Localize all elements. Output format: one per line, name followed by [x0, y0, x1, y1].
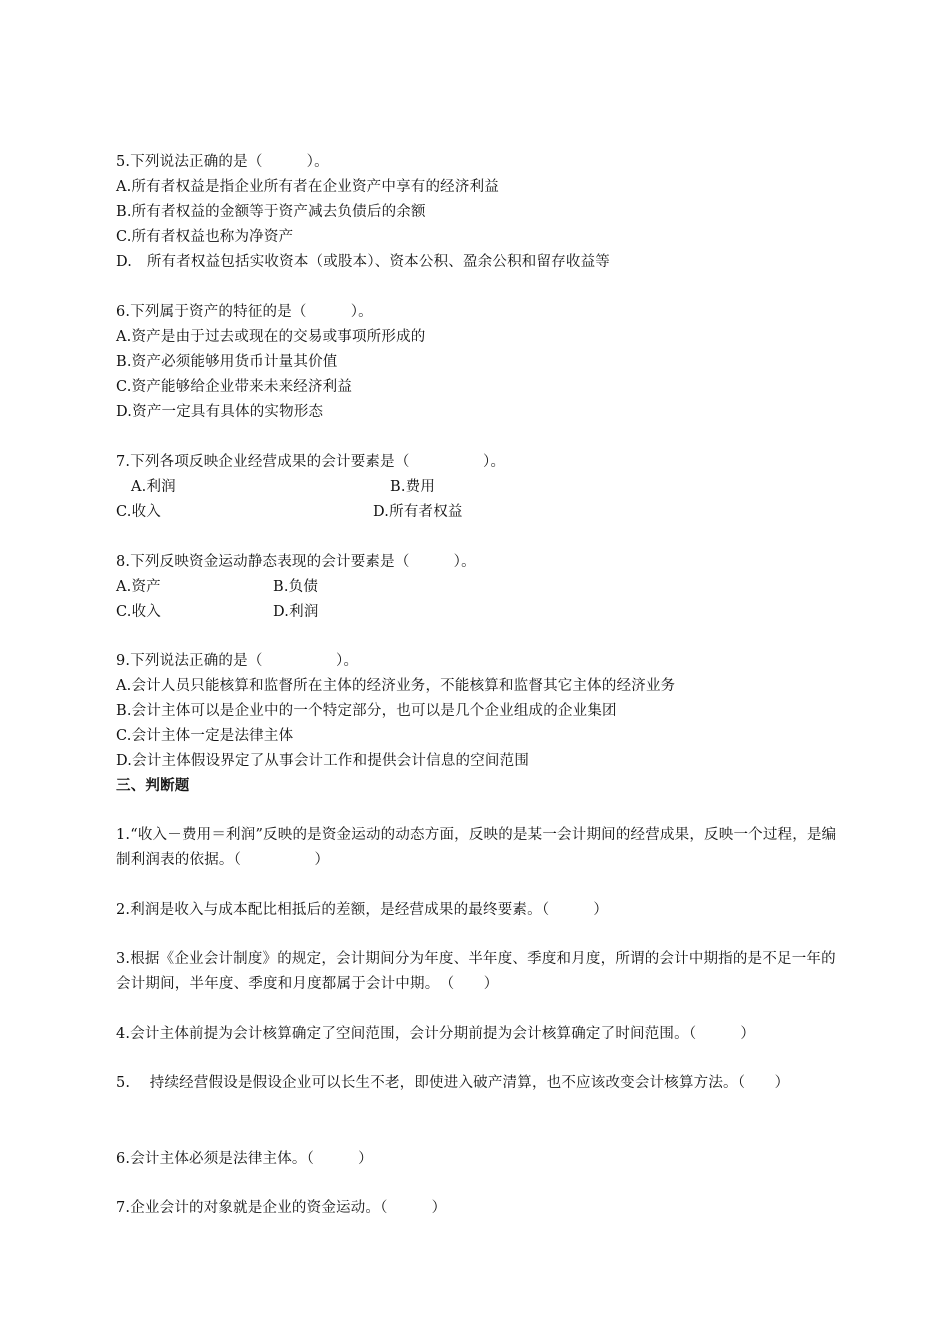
- mc-7-option-a: A.利润: [131, 479, 176, 495]
- mc-6-option-c: C.资产能够给企业带来未来经济利益: [116, 379, 353, 395]
- mc-8-option-b: B.负债: [273, 579, 319, 595]
- tf-item-1: 1.“收入－费用＝利润”反映的是资金运动的动态方面，反映的是某一会计期间的经营成果，反映一个过程，是编制利润表的依据。（ ）: [116, 827, 837, 868]
- mc-7-option-b: B.费用: [390, 479, 436, 495]
- mc-9-stem: 9.下列说法正确的是（ ）。: [116, 653, 359, 669]
- mc-6-option-b: B.资产必须能够用货币计量其价值: [116, 354, 338, 370]
- mc-5-option-a: A.所有者权益是指企业所有者在企业资产中享有的经济利益: [116, 179, 499, 195]
- mc-9-option-a: A.会计人员只能核算和监督所在主体的经济业务，不能核算和监督其它主体的经济业务: [116, 678, 676, 694]
- mc-7-option-c: C.收入: [116, 504, 161, 520]
- mc-5-option-d: D. 所有者权益包括实收资本（或股本）、资本公积、盈余公积和留存收益等: [116, 254, 610, 270]
- mc-5-option-c: C.所有者权益也称为净资产: [116, 229, 294, 245]
- tf-item-6: 6.会计主体必须是法律主体。（ ）: [116, 1151, 373, 1167]
- mc-8-stem: 8.下列反映资金运动静态表现的会计要素是（ ）。: [116, 554, 476, 570]
- mc-8-option-c: C.收入: [116, 604, 161, 620]
- mc-8-option-d: D.利润: [273, 604, 319, 620]
- mc-9-option-c: C.会计主体一定是法律主体: [116, 728, 294, 744]
- mc-7-stem: 7.下列各项反映企业经营成果的会计要素是（ ）。: [116, 454, 506, 470]
- section-title: 三、判断题: [116, 777, 190, 794]
- mc-6-stem: 6.下列属于资产的特征的是（ ）。: [116, 304, 373, 320]
- mc-7-option-d: D.所有者权益: [373, 504, 463, 520]
- tf-item-5: 5. 持续经营假设是假设企业可以长生不老，即使进入破产清算，也不应该改变会计核算方法。（ ）: [116, 1075, 790, 1091]
- mc-8-option-a: A.资产: [116, 579, 161, 595]
- tf-item-7: 7.企业会计的对象就是企业的资金运动。（ ）: [116, 1200, 447, 1216]
- mc-6-option-a: A.资产是由于过去或现在的交易或事项所形成的: [116, 329, 426, 345]
- mc-9-option-b: B.会计主体可以是企业中的一个特定部分，也可以是几个企业组成的企业集团: [116, 703, 617, 719]
- mc-9-option-d: D.会计主体假设界定了从事会计工作和提供会计信息的空间范围: [116, 753, 530, 769]
- tf-item-4: 4.会计主体前提为会计核算确定了空间范围，会计分期前提为会计核算确定了时间范围。（ ）: [116, 1026, 756, 1042]
- tf-item-3: 3.根据《企业会计制度》的规定，会计期间分为年度、半年度、季度和月度，所谓的会计中期指的是不足一年的会计期间，半年度、季度和月度都属于会计中期。 （ ）: [116, 951, 836, 992]
- mc-5-stem: 5.下列说法正确的是（ ）。: [116, 154, 329, 170]
- mc-6-option-d: D.资产一定具有具体的实物形态: [116, 404, 324, 420]
- tf-item-2: 2.利润是收入与成本配比相抵后的差额，是经营成果的最终要素。（ ）: [116, 902, 609, 918]
- mc-5-option-b: B.所有者权益的金额等于资产减去负债后的余额: [116, 204, 426, 220]
